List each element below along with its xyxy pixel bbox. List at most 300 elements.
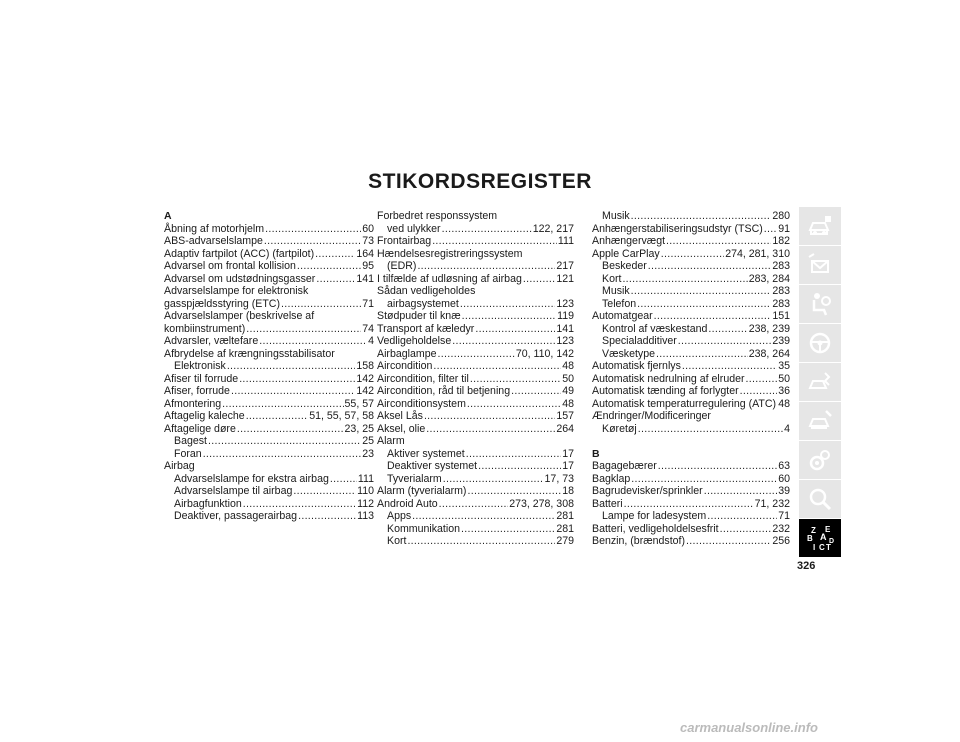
dot-leader bbox=[470, 373, 561, 386]
dot-leader bbox=[460, 298, 555, 311]
dot-leader bbox=[746, 373, 778, 386]
index-entry bbox=[164, 335, 374, 348]
index-subentry bbox=[164, 473, 374, 486]
index-entry bbox=[164, 223, 374, 236]
entry-page-ref: 119 bbox=[557, 310, 574, 322]
entry-page-ref: 25 bbox=[362, 435, 374, 447]
dot-leader bbox=[231, 385, 355, 398]
index-subentry bbox=[164, 510, 374, 523]
entry-page-ref: 51, 55, 57, 58 bbox=[309, 410, 374, 422]
entry-term: Frontairbag bbox=[377, 235, 432, 247]
entry-page-ref: 142 bbox=[356, 372, 374, 385]
entry-term: Adaptiv fartpilot (ACC) (fartpilot) bbox=[164, 247, 315, 260]
index-entry bbox=[164, 423, 374, 436]
dot-leader bbox=[661, 248, 724, 261]
entry-term: Advarselslampe til airbag bbox=[174, 485, 293, 497]
index-subentry bbox=[592, 323, 790, 336]
dot-leader bbox=[686, 535, 771, 548]
dot-leader bbox=[511, 385, 561, 398]
index-entry-heading: Airbag bbox=[164, 460, 195, 472]
dot-leader bbox=[298, 510, 356, 523]
entry-page-ref: 18 bbox=[562, 485, 574, 497]
index-subentry bbox=[592, 510, 790, 523]
index-subentry bbox=[377, 460, 574, 473]
dot-leader bbox=[666, 235, 771, 248]
index-entry bbox=[592, 235, 790, 248]
index-entry bbox=[377, 335, 574, 348]
entry-term: Aftagelig kaleche bbox=[164, 410, 245, 422]
index-column-2 bbox=[377, 210, 574, 548]
entry-page-ref: 158 bbox=[356, 360, 374, 372]
entry-page-ref: 4 bbox=[784, 422, 790, 435]
dot-leader bbox=[442, 223, 532, 236]
index-entry bbox=[592, 310, 790, 323]
dot-leader bbox=[316, 273, 355, 286]
dot-leader bbox=[243, 498, 356, 511]
index-entry bbox=[164, 235, 374, 248]
chapter-tabs bbox=[799, 207, 841, 558]
entry-page-ref: 60 bbox=[362, 222, 374, 235]
tab-letter: B bbox=[807, 534, 813, 543]
index-subentry bbox=[164, 448, 374, 461]
entry-page-ref: 95 bbox=[362, 260, 374, 272]
entry-term: Køretøj bbox=[602, 422, 637, 435]
entry-page-ref: 48 bbox=[562, 360, 574, 372]
index-entry bbox=[592, 473, 790, 486]
entry-page-ref: 36 bbox=[778, 385, 790, 397]
entry-term: Tyverialarm bbox=[387, 472, 442, 485]
index-entry bbox=[164, 398, 374, 411]
entry-term: Android Auto bbox=[377, 497, 438, 510]
index-subentry bbox=[377, 473, 574, 486]
index-column-3 bbox=[592, 210, 790, 548]
entry-page-ref: 283, 284 bbox=[748, 272, 790, 285]
dot-leader bbox=[439, 498, 509, 511]
entry-term: Vedligeholdelse bbox=[377, 335, 452, 347]
dot-leader bbox=[708, 323, 747, 336]
entry-term: Stødpuder til knæ bbox=[377, 310, 461, 322]
index-subentry bbox=[592, 335, 790, 348]
tab-emergency[interactable] bbox=[799, 363, 841, 401]
entry-page-ref: 264 bbox=[556, 422, 574, 435]
dot-leader bbox=[740, 385, 778, 398]
service-icon bbox=[806, 407, 834, 435]
entry-term: Kort bbox=[602, 272, 622, 285]
index-entry bbox=[592, 535, 790, 548]
dot-leader bbox=[432, 235, 557, 248]
index-subentry bbox=[164, 435, 374, 448]
entry-term: Musik bbox=[602, 285, 630, 297]
entry-page-ref: 283 bbox=[772, 285, 790, 297]
index-entry bbox=[377, 398, 574, 411]
entry-term: Afmontering bbox=[164, 397, 222, 410]
tab-index[interactable] bbox=[799, 519, 841, 557]
index-entry bbox=[164, 248, 374, 261]
entry-term: Væsketype bbox=[602, 347, 655, 360]
entry-term: Aksel, olie bbox=[377, 422, 426, 435]
entry-term: Elektronisk bbox=[174, 360, 226, 372]
entry-page-ref: 123 bbox=[556, 297, 574, 310]
entry-page-ref: 48 bbox=[562, 397, 574, 410]
entry-page-ref: 157 bbox=[556, 410, 574, 422]
index-entry bbox=[592, 398, 790, 411]
index-entry bbox=[592, 485, 790, 498]
entry-term: Transport af kæledyr bbox=[377, 322, 475, 335]
entry-term: kombiinstrument) bbox=[164, 322, 246, 335]
dot-leader bbox=[466, 448, 561, 461]
entry-page-ref: 121 bbox=[556, 272, 574, 285]
entry-page-ref: 71, 232 bbox=[754, 497, 790, 510]
tab-letter: I bbox=[813, 543, 816, 552]
entry-term: Apple CarPlay bbox=[592, 247, 660, 260]
entry-term: Advarselslampe for ekstra airbag bbox=[174, 472, 329, 485]
index-entry-heading: Advarselslampe for elektronisk bbox=[164, 285, 309, 297]
dot-leader bbox=[437, 348, 514, 361]
entry-term: Aircondition, råd til betjening bbox=[377, 385, 511, 397]
entry-page-ref: 256 bbox=[772, 535, 790, 547]
dot-leader bbox=[523, 273, 555, 286]
dot-leader bbox=[208, 435, 361, 448]
entry-page-ref: 274, 281, 310 bbox=[725, 247, 790, 260]
dot-leader bbox=[452, 335, 555, 348]
index-entry bbox=[377, 235, 574, 248]
dot-leader bbox=[707, 510, 777, 523]
tab-specifications[interactable] bbox=[799, 441, 841, 479]
tab-letter: C bbox=[819, 543, 825, 552]
entry-term: Bagrudevisker/sprinkler bbox=[592, 485, 703, 497]
dot-leader bbox=[265, 223, 361, 236]
entry-page-ref: 283 bbox=[772, 297, 790, 310]
entry-page-ref: 273, 278, 308 bbox=[509, 497, 574, 510]
entry-page-ref: 232 bbox=[772, 522, 790, 535]
entry-term: Automatisk nedrulning af elruder bbox=[592, 372, 745, 385]
index-entry bbox=[377, 360, 574, 373]
entry-page-ref: 182 bbox=[772, 235, 790, 247]
tab-letter: Z bbox=[811, 526, 816, 535]
dot-leader bbox=[622, 273, 747, 286]
dot-leader bbox=[433, 360, 561, 373]
entry-term: Kort bbox=[387, 535, 407, 547]
index-entry bbox=[377, 273, 574, 286]
tab-letter: D bbox=[829, 538, 834, 545]
entry-term: Aircondition bbox=[377, 360, 433, 372]
index-entry-heading: Sådan vedligeholdes bbox=[377, 285, 476, 297]
index-entry bbox=[377, 423, 574, 436]
entry-page-ref: 50 bbox=[562, 372, 574, 385]
dot-leader bbox=[624, 498, 754, 511]
dot-leader bbox=[682, 360, 777, 373]
entry-page-ref: 164 bbox=[356, 247, 374, 260]
entry-term: Automatisk fjernlys bbox=[592, 360, 681, 372]
entry-page-ref: 17, 73 bbox=[544, 472, 574, 485]
index-entry bbox=[377, 348, 574, 361]
dot-leader bbox=[417, 260, 555, 273]
entry-page-ref: 217 bbox=[556, 260, 574, 272]
entry-term: ABS-advarselslampe bbox=[164, 235, 263, 247]
dot-leader bbox=[246, 410, 309, 423]
tab-service[interactable] bbox=[799, 402, 841, 440]
entry-page-ref: 238, 239 bbox=[748, 322, 790, 335]
entry-term: Bagklap bbox=[592, 472, 631, 485]
page-number: 326 bbox=[797, 560, 816, 572]
index-entry bbox=[164, 298, 374, 311]
index-entry bbox=[377, 385, 574, 398]
index-entry bbox=[377, 373, 574, 386]
entry-term: Bagest bbox=[174, 435, 207, 447]
index-entry-heading: Afbrydelse af krængningsstabilisator bbox=[164, 347, 335, 360]
page-title: STIKORDSREGISTER bbox=[368, 170, 592, 193]
section-letter: A bbox=[164, 210, 172, 222]
index-entry bbox=[592, 460, 790, 473]
entry-page-ref: 111 bbox=[557, 235, 574, 247]
dot-leader bbox=[475, 323, 555, 336]
index-subentry bbox=[592, 298, 790, 311]
entry-page-ref: 73 bbox=[362, 235, 374, 247]
entry-term: ved ulykker bbox=[387, 222, 441, 235]
search-icon bbox=[806, 485, 834, 513]
dot-leader bbox=[222, 398, 343, 411]
dot-leader bbox=[297, 260, 361, 273]
index-entry bbox=[164, 373, 374, 386]
index-subentry bbox=[592, 260, 790, 273]
dot-leader bbox=[631, 473, 777, 486]
entry-page-ref: 70, 110, 142 bbox=[515, 347, 574, 360]
index-entry-heading: Alarm bbox=[377, 435, 405, 447]
tab-letter: T bbox=[826, 543, 831, 552]
index-entry-heading: Forbedret responssystem bbox=[377, 210, 498, 222]
entry-page-ref: 4 bbox=[368, 335, 374, 347]
index-subentry bbox=[164, 485, 374, 498]
entry-term: Kommunikation bbox=[387, 522, 461, 535]
entry-page-ref: 91 bbox=[778, 222, 790, 235]
entry-page-ref: 48 bbox=[778, 397, 790, 410]
entry-page-ref: 35 bbox=[778, 360, 790, 372]
entry-page-ref: 141 bbox=[556, 322, 574, 335]
entry-page-ref: 281 bbox=[556, 510, 574, 522]
tab-vehicle-info[interactable] bbox=[799, 207, 841, 245]
entry-term: Batteri, vedligeholdelsesfrit bbox=[592, 522, 719, 535]
tab-letter: A bbox=[820, 532, 827, 542]
entry-term: Benzin, (brændstof) bbox=[592, 535, 686, 547]
dot-leader bbox=[237, 423, 344, 436]
entry-term: I tilfælde af udløsning af airbag bbox=[377, 272, 522, 285]
entry-page-ref: 112 bbox=[357, 497, 374, 510]
entry-page-ref: 239 bbox=[772, 335, 790, 347]
index-entry bbox=[592, 248, 790, 261]
dot-leader bbox=[467, 398, 561, 411]
entry-page-ref: 50 bbox=[778, 372, 790, 385]
entry-term: Foran bbox=[174, 447, 202, 460]
dot-leader bbox=[239, 373, 355, 386]
dot-leader bbox=[412, 510, 555, 523]
entry-term: Bagagebærer bbox=[592, 460, 657, 472]
entry-page-ref: 142 bbox=[356, 385, 374, 397]
index-entry bbox=[592, 360, 790, 373]
dot-leader bbox=[227, 360, 356, 373]
tab-search[interactable] bbox=[799, 480, 841, 518]
index-entry bbox=[164, 273, 374, 286]
watermark-footer: carmanualsonline.info bbox=[680, 720, 818, 735]
dot-leader bbox=[407, 535, 555, 548]
entry-page-ref: 279 bbox=[556, 535, 574, 547]
index-entry bbox=[164, 323, 374, 336]
dot-leader bbox=[246, 323, 361, 336]
entry-term: Deaktiver, passagerairbag bbox=[174, 510, 298, 522]
entry-term: Aftagelige døre bbox=[164, 422, 236, 435]
index-entry bbox=[377, 485, 574, 498]
dot-leader bbox=[648, 260, 772, 273]
car-crash-icon bbox=[806, 368, 834, 396]
entry-page-ref: 280 bbox=[772, 210, 790, 222]
dot-leader bbox=[704, 485, 778, 498]
airbag-seat-icon bbox=[806, 290, 834, 318]
entry-term: Automatisk tænding af forlygter bbox=[592, 385, 739, 397]
index-entry bbox=[164, 385, 374, 398]
dot-leader bbox=[478, 460, 561, 473]
dot-leader bbox=[678, 335, 772, 348]
entry-page-ref: 151 bbox=[772, 310, 790, 322]
entry-term: Telefon bbox=[602, 297, 637, 310]
entry-term: airbagsystemet bbox=[387, 297, 459, 310]
entry-term: Airbaglampe bbox=[377, 347, 437, 360]
specifications-icon bbox=[806, 446, 834, 474]
dot-leader bbox=[443, 473, 544, 486]
index-subentry bbox=[377, 298, 574, 311]
entry-page-ref: 23, 25 bbox=[344, 422, 374, 435]
index-subentry bbox=[592, 273, 790, 286]
dot-leader bbox=[467, 485, 561, 498]
index-entry bbox=[164, 260, 374, 273]
dot-leader bbox=[293, 485, 356, 498]
index-subentry bbox=[377, 510, 574, 523]
entry-term: Åbning af motorhjelm bbox=[164, 222, 265, 235]
entry-page-ref: 122, 217 bbox=[532, 222, 574, 235]
index-entry-heading: Advarselslamper (beskrivelse af bbox=[164, 310, 315, 322]
dot-leader bbox=[315, 248, 355, 261]
index-subentry bbox=[592, 348, 790, 361]
index-entry bbox=[377, 410, 574, 423]
dot-leader bbox=[461, 523, 555, 536]
entry-term: Lampe for ladesystem bbox=[602, 510, 707, 522]
entry-page-ref: 74 bbox=[362, 322, 374, 335]
entry-page-ref: 281 bbox=[556, 522, 574, 535]
dot-leader bbox=[656, 348, 748, 361]
entry-page-ref: 63 bbox=[778, 460, 790, 472]
entry-page-ref: 23 bbox=[362, 447, 374, 460]
dot-leader bbox=[259, 335, 367, 348]
entry-term: Automatgear bbox=[592, 310, 653, 322]
index-entry bbox=[592, 373, 790, 386]
entry-page-ref: 17 bbox=[562, 460, 574, 472]
index-subentry bbox=[377, 448, 574, 461]
index-entry bbox=[377, 498, 574, 511]
entry-page-ref: 55, 57 bbox=[344, 397, 374, 410]
index-entry bbox=[377, 310, 574, 323]
index-letters-icon bbox=[806, 524, 834, 552]
dot-leader bbox=[764, 223, 777, 236]
index-entry bbox=[592, 523, 790, 536]
index-subentry bbox=[164, 498, 374, 511]
entry-term: Aktiver systemet bbox=[387, 447, 465, 460]
dot-leader bbox=[203, 448, 362, 461]
index-subentry bbox=[592, 285, 790, 298]
entry-page-ref: 60 bbox=[778, 472, 790, 485]
entry-term: Beskeder bbox=[602, 260, 647, 272]
dot-leader bbox=[281, 298, 361, 311]
entry-term: Airconditionsystem bbox=[377, 397, 466, 410]
entry-term: Anhængerstabiliseringsudstyr (TSC) bbox=[592, 222, 763, 235]
entry-page-ref: 39 bbox=[778, 485, 790, 497]
entry-page-ref: 17 bbox=[562, 447, 574, 460]
entry-term: Advarsler, væltefare bbox=[164, 335, 259, 347]
tab-safety[interactable] bbox=[799, 285, 841, 323]
index-entry bbox=[164, 410, 374, 423]
index-entry bbox=[592, 223, 790, 236]
section-letter: B bbox=[592, 447, 600, 460]
entry-page-ref: 123 bbox=[556, 335, 574, 347]
spacer bbox=[592, 435, 790, 448]
index-column-1 bbox=[164, 210, 374, 523]
index-subentry bbox=[164, 360, 374, 373]
dot-leader bbox=[638, 423, 783, 436]
entry-page-ref: 141 bbox=[356, 272, 374, 285]
dot-leader bbox=[631, 285, 772, 298]
entry-term: Kontrol af væskestand bbox=[602, 322, 708, 335]
index-entry-heading: Hændelsesregistreringssystem bbox=[377, 247, 523, 260]
entry-term: Afiser, forrude bbox=[164, 385, 230, 397]
entry-term: Advarsel om frontal kollision bbox=[164, 260, 296, 272]
dot-leader bbox=[658, 460, 777, 473]
entry-page-ref: 71 bbox=[778, 510, 790, 522]
entry-term: Airbagfunktion bbox=[174, 497, 242, 510]
entry-page-ref: 111 bbox=[357, 472, 374, 485]
entry-term: Alarm (tyverialarm) bbox=[377, 485, 467, 497]
entry-page-ref: 238, 264 bbox=[748, 347, 790, 360]
dot-leader bbox=[264, 235, 361, 248]
entry-page-ref: 283 bbox=[772, 260, 790, 272]
dot-leader bbox=[424, 410, 555, 423]
entry-page-ref: 71 bbox=[362, 297, 374, 310]
entry-term: Apps bbox=[387, 510, 412, 522]
tab-warnings[interactable] bbox=[799, 246, 841, 284]
entry-term: (EDR) bbox=[387, 260, 417, 272]
entry-term: Musik bbox=[602, 210, 630, 222]
tab-driving[interactable] bbox=[799, 324, 841, 362]
dot-leader bbox=[631, 210, 772, 223]
dot-leader bbox=[654, 310, 772, 323]
tab-letter: E bbox=[825, 525, 831, 534]
dot-leader bbox=[462, 310, 556, 323]
entry-term: Afiser til forrude bbox=[164, 372, 239, 385]
entry-term: Batteri bbox=[592, 497, 623, 510]
warning-mail-icon bbox=[806, 251, 834, 279]
entry-term: Specialadditiver bbox=[602, 335, 677, 347]
index-entry bbox=[592, 385, 790, 398]
index-subentry bbox=[592, 210, 790, 223]
entry-page-ref: 110 bbox=[357, 485, 374, 497]
index-entry bbox=[377, 323, 574, 336]
index-subentry bbox=[377, 523, 574, 536]
entry-term: Aksel Lås bbox=[377, 410, 423, 422]
entry-term: Aircondition, filter til bbox=[377, 372, 469, 385]
index-subentry bbox=[377, 535, 574, 548]
index-entry-heading: Ændringer/Modificeringer bbox=[592, 410, 711, 422]
entry-term: Deaktiver systemet bbox=[387, 460, 478, 472]
entry-term: Anhængervægt bbox=[592, 235, 666, 247]
dot-leader bbox=[637, 298, 771, 311]
index-subentry bbox=[377, 223, 574, 236]
entry-term: Advarsel om udstødningsgasser bbox=[164, 272, 316, 285]
